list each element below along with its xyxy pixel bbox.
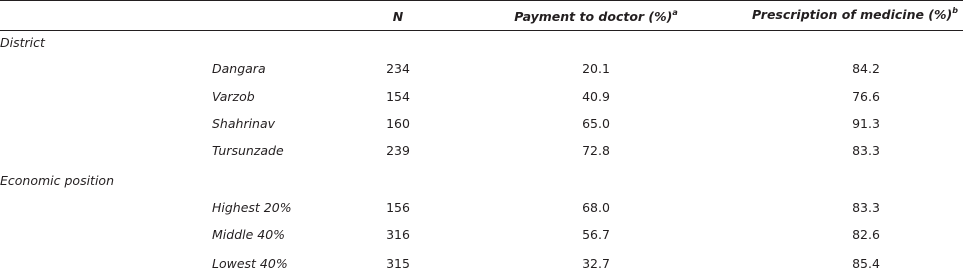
header-prescription-label: Prescription of medicine (%): [752, 7, 953, 22]
row-payment: 65.0: [582, 116, 610, 131]
header-payment-footnote: a: [672, 7, 678, 17]
row-payment: 20.1: [582, 61, 610, 76]
header-payment: [514, 9, 678, 25]
row-name: Varzob: [212, 89, 255, 104]
row-payment: 32.7: [582, 256, 610, 271]
row-prescription: 83.3: [852, 200, 880, 215]
group-label-district: District: [0, 35, 45, 50]
row-prescription: 85.4: [852, 256, 880, 271]
row-payment: 56.7: [582, 227, 610, 242]
row-name: Tursunzade: [212, 143, 284, 158]
row-n: 315: [386, 256, 410, 271]
row-prescription: 84.2: [852, 61, 880, 76]
row-n: 160: [386, 116, 410, 131]
row-prescription: 76.6: [852, 89, 880, 104]
row-name: Middle 40%: [212, 227, 286, 242]
row-prescription: 91.3: [852, 116, 880, 131]
header-rule: [0, 30, 963, 31]
row-name: Dangara: [212, 61, 266, 76]
top-rule: [0, 0, 963, 1]
header-n: N: [392, 9, 404, 24]
row-n: 154: [386, 89, 410, 104]
row-payment: 40.9: [582, 89, 610, 104]
row-n: 156: [386, 200, 410, 215]
row-n: 239: [386, 143, 410, 158]
row-n: 234: [386, 61, 410, 76]
row-prescription: 83.3: [852, 143, 880, 158]
row-payment: 68.0: [582, 200, 610, 215]
header-prescription: [752, 7, 958, 23]
row-n: 316: [386, 227, 410, 242]
row-payment: 72.8: [582, 143, 610, 158]
header-prescription-footnote: b: [952, 5, 958, 15]
row-name: Lowest 40%: [212, 256, 288, 271]
row-name: Highest 20%: [212, 200, 292, 215]
row-prescription: 82.6: [852, 227, 880, 242]
header-payment-label: Payment to doctor (%): [514, 9, 673, 24]
row-name: Shahrinav: [212, 116, 276, 131]
group-label-economic-position: Economic position: [0, 173, 114, 188]
